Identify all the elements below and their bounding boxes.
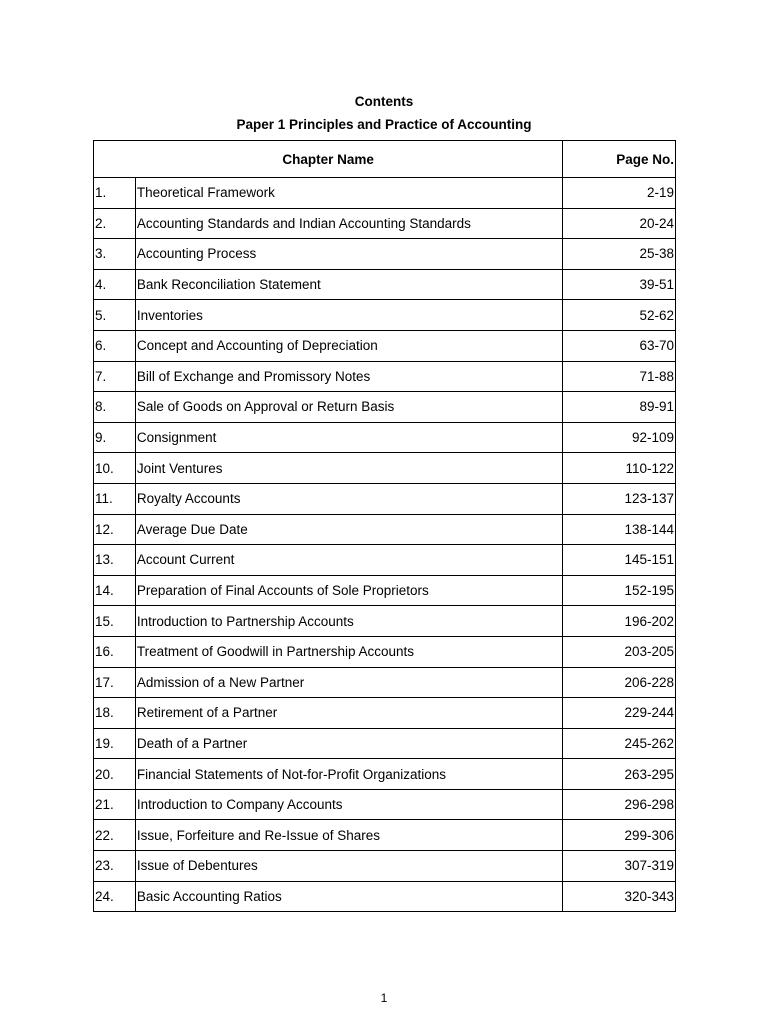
header-page-no: Page No. bbox=[563, 141, 676, 178]
chapter-number: 23. bbox=[94, 851, 136, 882]
chapter-number: 5. bbox=[94, 300, 136, 331]
contents-heading: Contents bbox=[354, 94, 414, 109]
chapter-name: Consignment bbox=[135, 422, 562, 453]
chapter-number: 15. bbox=[94, 606, 136, 637]
chapter-number: 16. bbox=[94, 636, 136, 667]
chapter-name: Basic Accounting Ratios bbox=[135, 881, 562, 912]
table-row bbox=[94, 392, 676, 423]
chapter-name: Theoretical Framework bbox=[135, 178, 562, 209]
page-range: 123-137 bbox=[563, 483, 676, 514]
chapter-number: 7. bbox=[94, 361, 136, 392]
chapter-name: Issue, Forfeiture and Re-Issue of Shares bbox=[135, 820, 562, 851]
page-range: 92-109 bbox=[563, 422, 676, 453]
chapter-name: Issue of Debentures bbox=[135, 851, 562, 882]
chapter-number: 1. bbox=[94, 178, 136, 209]
chapter-name: Concept and Accounting of Depreciation bbox=[135, 330, 562, 361]
chapter-name: Average Due Date bbox=[135, 514, 562, 545]
chapter-number: 11. bbox=[94, 483, 136, 514]
table-row bbox=[94, 667, 676, 698]
chapter-number: 6. bbox=[94, 330, 136, 361]
chapter-number: 13. bbox=[94, 545, 136, 576]
chapter-number: 20. bbox=[94, 759, 136, 790]
chapter-name: Retirement of a Partner bbox=[135, 698, 562, 729]
page-range: 263-295 bbox=[563, 759, 676, 790]
page-range: 206-228 bbox=[563, 667, 676, 698]
chapter-name: Introduction to Partnership Accounts bbox=[135, 606, 562, 637]
table-row bbox=[94, 575, 676, 606]
chapter-number: 9. bbox=[94, 422, 136, 453]
table-row bbox=[94, 514, 676, 545]
page-range: 245-262 bbox=[563, 728, 676, 759]
table-row bbox=[94, 636, 676, 667]
chapter-number: 21. bbox=[94, 789, 136, 820]
table-row bbox=[94, 789, 676, 820]
chapter-number: 17. bbox=[94, 667, 136, 698]
chapter-name: Royalty Accounts bbox=[135, 483, 562, 514]
page-range: 229-244 bbox=[563, 698, 676, 729]
chapter-name: Financial Statements of Not-for-Profit Organizations bbox=[135, 759, 562, 790]
table-row bbox=[94, 545, 676, 576]
page-range: 203-205 bbox=[563, 636, 676, 667]
table-row bbox=[94, 300, 676, 331]
chapter-number: 4. bbox=[94, 269, 136, 300]
table-row bbox=[94, 881, 676, 912]
chapter-number: 14. bbox=[94, 575, 136, 606]
chapter-name: Sale of Goods on Approval or Return Basis bbox=[135, 392, 562, 423]
chapter-name: Introduction to Company Accounts bbox=[135, 789, 562, 820]
table-row bbox=[94, 759, 676, 790]
table-row bbox=[94, 330, 676, 361]
table-row bbox=[94, 728, 676, 759]
table-row bbox=[94, 422, 676, 453]
chapter-name: Death of a Partner bbox=[135, 728, 562, 759]
page-range: 89-91 bbox=[563, 392, 676, 423]
chapter-number: 2. bbox=[94, 208, 136, 239]
page-range: 138-144 bbox=[563, 514, 676, 545]
table-row bbox=[94, 820, 676, 851]
chapter-name: Preparation of Final Accounts of Sole Proprietors bbox=[135, 575, 562, 606]
chapter-name: Accounting Standards and Indian Accounting Standards bbox=[135, 208, 562, 239]
chapter-number: 18. bbox=[94, 698, 136, 729]
page-range: 20-24 bbox=[563, 208, 676, 239]
page-range: 299-306 bbox=[563, 820, 676, 851]
chapter-name: Bill of Exchange and Promissory Notes bbox=[135, 361, 562, 392]
table-row bbox=[94, 239, 676, 270]
chapter-number: 24. bbox=[94, 881, 136, 912]
page-range: 307-319 bbox=[563, 851, 676, 882]
table-row bbox=[94, 361, 676, 392]
page-range: 196-202 bbox=[563, 606, 676, 637]
chapter-number: 12. bbox=[94, 514, 136, 545]
chapter-name: Bank Reconciliation Statement bbox=[135, 269, 562, 300]
page-range: 39-51 bbox=[563, 269, 676, 300]
chapter-name: Accounting Process bbox=[135, 239, 562, 270]
table-row bbox=[94, 698, 676, 729]
page-range: 2-19 bbox=[563, 178, 676, 209]
chapter-name: Admission of a New Partner bbox=[135, 667, 562, 698]
page-range: 71-88 bbox=[563, 361, 676, 392]
chapter-number: 22. bbox=[94, 820, 136, 851]
chapter-name: Account Current bbox=[135, 545, 562, 576]
chapter-name: Inventories bbox=[135, 300, 562, 331]
chapter-number: 10. bbox=[94, 453, 136, 484]
page-range: 296-298 bbox=[563, 789, 676, 820]
table-row bbox=[94, 269, 676, 300]
table-row bbox=[94, 453, 676, 484]
page-range: 52-62 bbox=[563, 300, 676, 331]
chapter-number: 19. bbox=[94, 728, 136, 759]
paper-title: Paper 1 Principles and Practice of Accounting bbox=[236, 117, 532, 132]
page-range: 320-343 bbox=[563, 881, 676, 912]
table-row bbox=[94, 483, 676, 514]
table-row bbox=[94, 851, 676, 882]
contents-table bbox=[93, 140, 676, 912]
chapter-name: Joint Ventures bbox=[135, 453, 562, 484]
table-row bbox=[94, 178, 676, 209]
table-header-row bbox=[94, 141, 676, 178]
header-chapter-name: Chapter Name bbox=[94, 141, 563, 178]
chapter-number: 3. bbox=[94, 239, 136, 270]
page-number: 1 bbox=[380, 991, 388, 1005]
page-range: 25-38 bbox=[563, 239, 676, 270]
page-range: 145-151 bbox=[563, 545, 676, 576]
chapter-name: Treatment of Goodwill in Partnership Accounts bbox=[135, 636, 562, 667]
table-row bbox=[94, 606, 676, 637]
page-range: 152-195 bbox=[563, 575, 676, 606]
page-range: 63-70 bbox=[563, 330, 676, 361]
page-range: 110-122 bbox=[563, 453, 676, 484]
chapter-number: 8. bbox=[94, 392, 136, 423]
table-row bbox=[94, 208, 676, 239]
